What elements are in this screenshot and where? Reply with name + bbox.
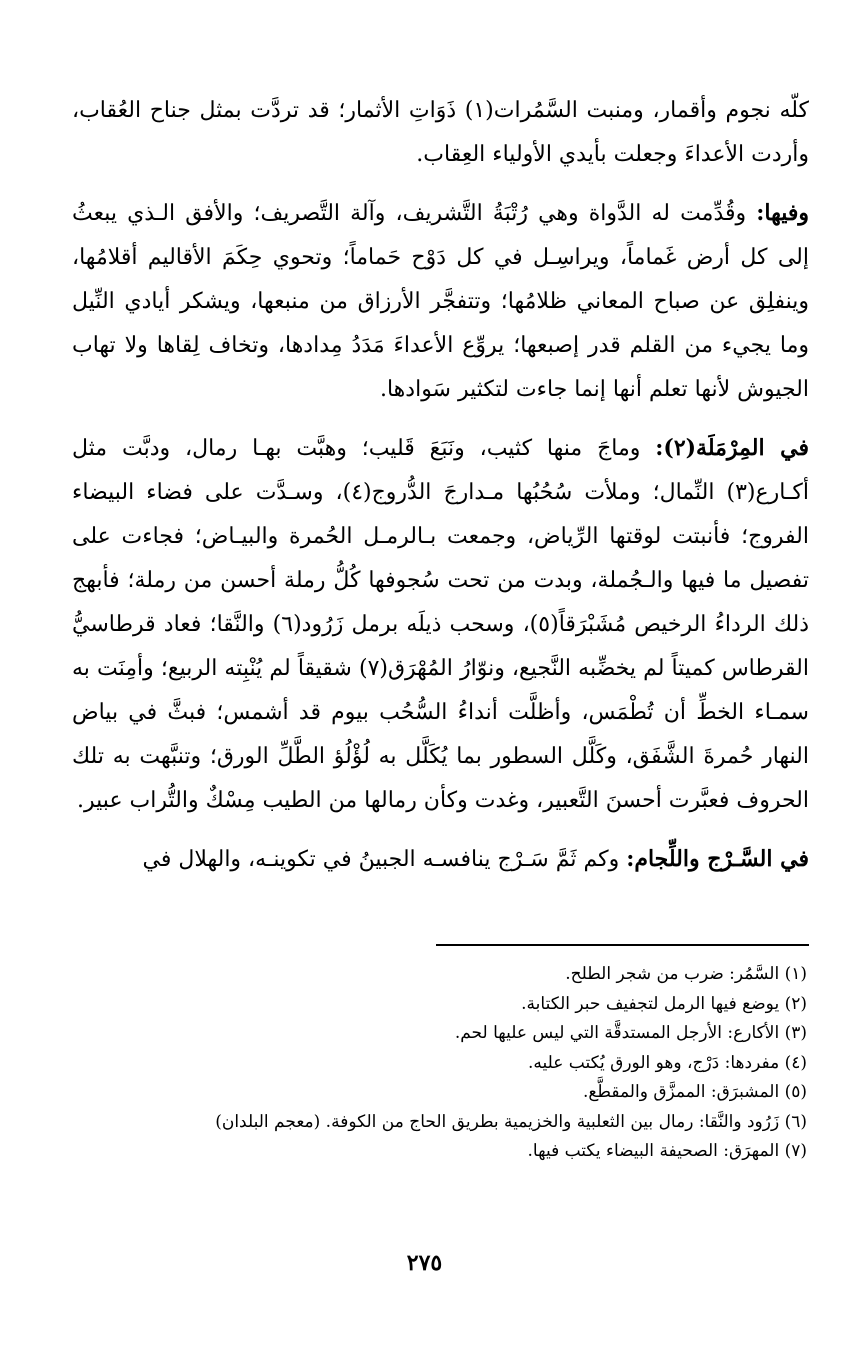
paragraph-text: وقُدِّمت له الدَّواة وهي رُتْبَةُ التَّشريف، وآلة التَّصريف؛ والأفق الـذي يبعثُ إلى كل أرض غَماماً، ويراسِـل في كل دَوْح حَماماً؛ وتحوي حِكَمَ الأقاليم أقلامُها، وينفلِق عن صباح المعاني ظلامُها؛ وتتفجَّر الأرزاق من منبعها، ويشكر أيادي النِّيل وما يجيء من القلم قدر إصبعها؛ يروِّع الأعداءَ مَدَدُ مِدادها، وتخاف لِقاها ولا تهاب الجيوش لأنها تعلم أنها إنما جاءت لتكثير سَوادها. xyxy=(72,201,809,402)
footnote-2: (٢) يوضع فيها الرمل لتجفيف حبر الكتابة. xyxy=(521,993,807,1014)
paragraph-text: وماجَ منها كثيب، ونَبَعَ قَليب؛ وهبَّت بهـا رمال، ودبَّت مثل أكـارع(٣) النِّمال؛ وملأت سُحُبُها مـدارجَ الدُّروج(٤)، وسـدَّت على فضاء البيضاء الفروج؛ فأنبتت لوقتها الرِّياض، وجمعت بـالرمـل الحُمرة والبيـاض؛ فجاءت على تفصيل ما فيها والـجُملة، وبدت من تحت سُجوفها كُلُّ رملة أحسن من رملة؛ فأبهج ذلك الرداءُ الرخيص مُشَبْرَقاً(٥)، وسحب ذيلَه برمل زَرُود(٦) والنَّقا؛ فعاد قرطاسيُّ القرطاس كميتاً لم يخضِّبه النَّجيع، ونوّارُ المُهْرَق(٧) شقيقاً لم يُنْبِته الربيع؛ وأمِنَت به سمـاء الخطِّ أن تُطْمَس، وأظلَّت أنداءُ السُّحُب بيوم قد أشمس؛ فبثَّ في بياض النهار حُمرةَ الشَّفَق، وكَلَّل السطور بما يُكَلَّل به لُؤْلُؤ الطَّلِّ الورق؛ وتنبَّهت به تلك الحروف فعبَّرت أحسنَ التَّعبير، وغدت وكأن رمالها من الطيب مِسْكٌ والتُّراب عبير. xyxy=(72,436,809,813)
footnote-3: (٣) الأكارع: الأرجل المستدقَّة التي ليس عليها لحم. xyxy=(454,1023,807,1043)
page-number: ٢٧٥ xyxy=(406,1250,443,1276)
paragraph-text: وكم ثَمَّ سَـرْج ينافسـه الجبينُ في تكوينـه، والهلال في xyxy=(142,847,627,872)
footnote-6: (٦) زَرُود والنَّقا: رمال بين الثعلبية والخزيمية بطريق الحاج من الكوفة. (معجم البلدان) xyxy=(215,1111,807,1132)
paragraph-1 xyxy=(72,88,809,177)
paragraph-4 xyxy=(72,837,809,882)
footnote-7: (٧) المهرَق: الصحيفة البيضاء يكتب فيها. xyxy=(527,1141,807,1161)
footnote-divider xyxy=(436,944,809,946)
paragraph-lead: في المِرْمَلَة(٢): xyxy=(655,435,809,461)
paragraph-2 xyxy=(72,191,809,412)
paragraph-lead: وفيها: xyxy=(756,200,809,226)
paragraph-3 xyxy=(72,426,809,823)
footnotes xyxy=(72,960,807,1167)
paragraph-lead: في السَّـرْج واللِّجام: xyxy=(626,846,809,872)
paragraph-text: كلّه نجوم وأقمار، ومنبت السَّمُرات(١) ذَوَاتِ الأثمار؛ قد تردَّت بمثل جناح العُقاب، وأردت الأعداءَ وجعلت بأيدي الأولياء العِقاب. xyxy=(72,98,809,167)
footnote-5: (٥) المشبرَق: الممزَّق والمقطَّع. xyxy=(582,1082,807,1102)
main-text xyxy=(72,88,809,882)
footnote-4: (٤) مفردها: دَرْج، وهو الورق يُكتب عليه. xyxy=(527,1052,807,1073)
footnote-1: (١) السَّمُر: ضرب من شجر الطلح. xyxy=(565,964,807,984)
